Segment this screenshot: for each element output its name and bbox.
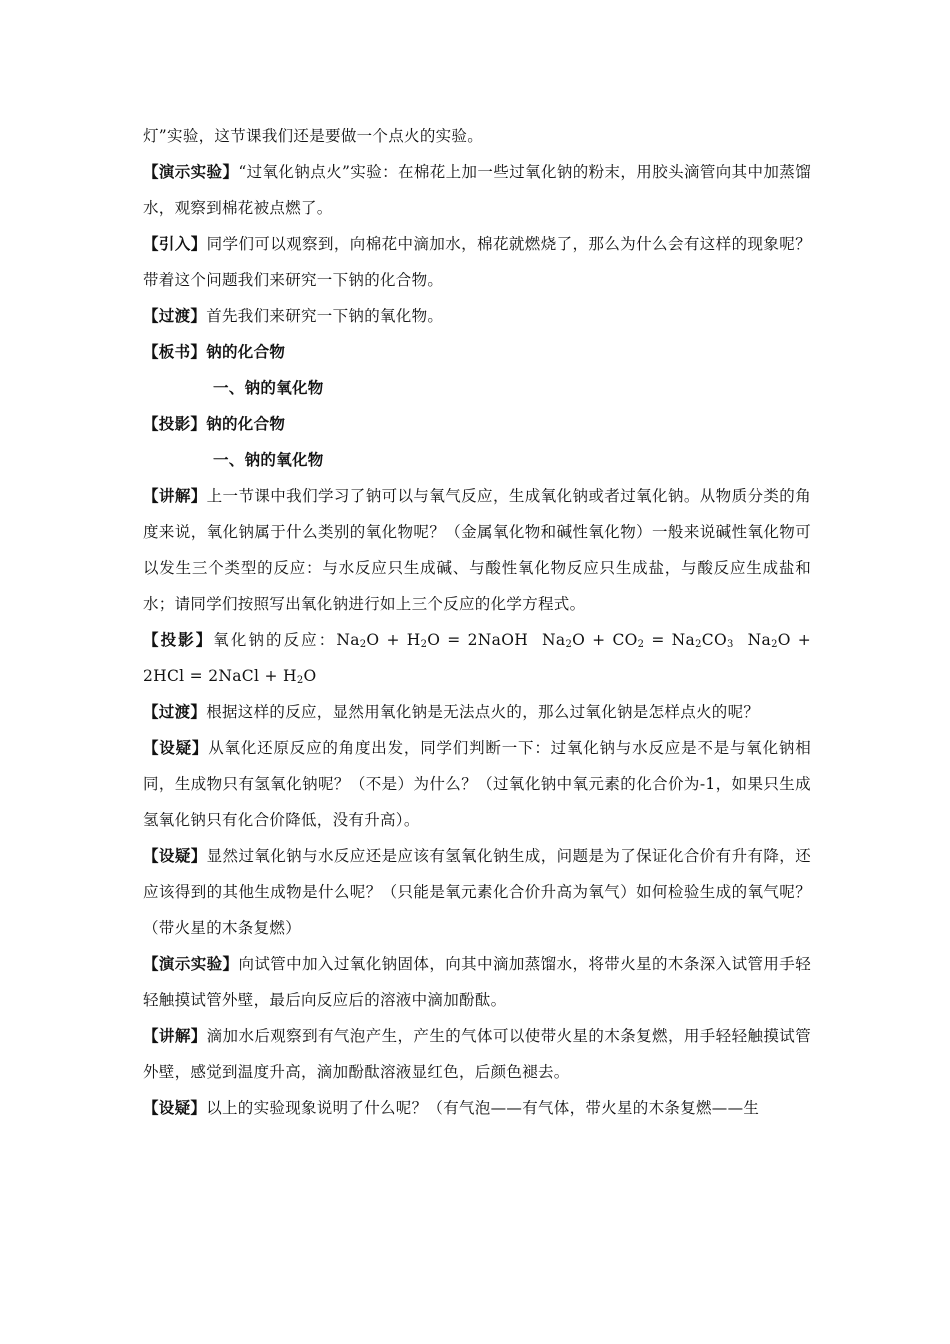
paragraph-tag: 【投影】 <box>143 630 214 649</box>
paragraph-question-3 <box>143 1090 811 1126</box>
paragraph-tag: 【演示实验】 <box>143 954 239 973</box>
paragraph-text: 灯”实验，这节课我们还是要做一个点火的实验。 <box>143 127 484 145</box>
paragraph-tag: 【过渡】 <box>143 702 207 721</box>
paragraph-tag: 【过渡】 <box>143 306 207 325</box>
paragraph-tag: 【引入】 <box>143 234 207 253</box>
paragraph-text: 上一节课中我们学习了钠可以与氧气反应，生成氧化钠或者过氧化钠。从物质分类的角度来说，氧化钠属于什么类别的氧化物呢？（金属氧化物和碱性氧化物）一般来说碱性氧化物可以发生三个类型的反应：与水反应只生成碱、与酸性氧化物反应只生成盐，与酸反应生成盐和水；请同学们按照写出氧化钠进行如上三个反应的化学方程式。 <box>143 487 812 613</box>
paragraph-demo-experiment-2 <box>143 946 811 1018</box>
paragraph-text: 钠的化合物 <box>206 414 286 433</box>
paragraph-text: 钠的化合物 <box>206 342 286 361</box>
paragraph-demo-experiment-1 <box>143 154 811 226</box>
paragraph-text: 氧化钠的反应： <box>213 631 337 649</box>
equation: $Na_2O + 2HCl$ = 2NaCl + $H_2O$ <box>143 631 812 686</box>
paragraph-projection-subheading <box>143 442 811 478</box>
document-body <box>143 118 811 1126</box>
paragraph-explanation-1 <box>143 478 811 622</box>
paragraph-projection-equations <box>143 622 811 694</box>
equation: $Na_2O + CO_2 = Na_2CO_3$ <box>542 631 734 650</box>
paragraph-transition-1 <box>143 298 811 334</box>
paragraph-transition-2 <box>143 694 811 730</box>
paragraph-text: 显然过氧化钠与水反应还是应该有氢氧化钠生成，问题是为了保证化合价有升有降，还应该得到的其他生成物是什么呢？（只能是氧元素化合价升高为氧气）如何检验生成的氧气呢？（带火星的木条复燃） <box>143 847 812 937</box>
paragraph-text: 向试管中加入过氧化钠固体，向其中滴加蒸馏水，将带火星的木条深入试管用手轻轻触摸试管外壁，最后向反应后的溶液中滴加酚酞。 <box>143 955 811 1009</box>
paragraph-tag: 【设疑】 <box>143 738 209 757</box>
paragraph-intro-continuation <box>143 118 811 154</box>
paragraph-question-2 <box>143 838 811 946</box>
paragraph-question-1 <box>143 730 811 838</box>
paragraph-tag: 【设疑】 <box>143 1098 207 1117</box>
paragraph-tag: 【讲解】 <box>143 1026 207 1045</box>
paragraph-tag: 【设疑】 <box>143 846 207 865</box>
paragraph-text: 一、钠的氧化物 <box>213 378 324 397</box>
paragraph-text: 同学们可以观察到，向棉花中滴加水，棉花就燃烧了，那么为什么会有这样的现象呢？带着这个问题我们来研究一下钠的化合物。 <box>143 235 812 289</box>
paragraph-introduction <box>143 226 811 298</box>
paragraph-text: 滴加水后观察到有气泡产生，产生的气体可以使带火星的木条复燃，用手轻轻触摸试管外壁，感觉到温度升高，滴加酚酞溶液显红色，后颜色褪去。 <box>143 1027 812 1081</box>
paragraph-tag: 【讲解】 <box>143 486 207 505</box>
paragraph-blackboard <box>143 334 811 370</box>
paragraph-explanation-2 <box>143 1018 811 1090</box>
equation: $Na_2O + H_2O$ = 2NaOH <box>336 631 529 650</box>
paragraph-text: 从氧化还原反应的角度出发，同学们判断一下：过氧化钠与水反应是不是与氧化钠相同，生成物只有氢氧化钠呢？（不是）为什么？（过氧化钠中氧元素的化合价为-1，如果只生成氢氧化钠只有化合价降低，没有升高）。 <box>143 739 812 829</box>
paragraph-text: 以上的实验现象说明了什么呢？（有气泡——有气体，带火星的木条复燃——生 <box>206 1099 760 1117</box>
paragraph-text: “过氧化钠点火”实验：在棉花上加一些过氧化钠的粉末，用胶头滴管向其中加蒸馏水，观察到棉花被点燃了。 <box>143 163 811 217</box>
paragraph-text: 根据这样的反应，显然用氧化钠是无法点火的，那么过氧化钠是怎样点火的呢？ <box>206 703 760 721</box>
paragraph-blackboard-subheading <box>143 370 811 406</box>
paragraph-tag: 【演示实验】 <box>143 162 239 181</box>
paragraph-tag: 【投影】 <box>143 414 207 433</box>
paragraph-text: 首先我们来研究一下钠的氧化物。 <box>206 307 444 325</box>
paragraph-tag: 【板书】 <box>143 342 207 361</box>
paragraph-text: 一、钠的氧化物 <box>213 450 324 469</box>
paragraph-projection-1 <box>143 406 811 442</box>
